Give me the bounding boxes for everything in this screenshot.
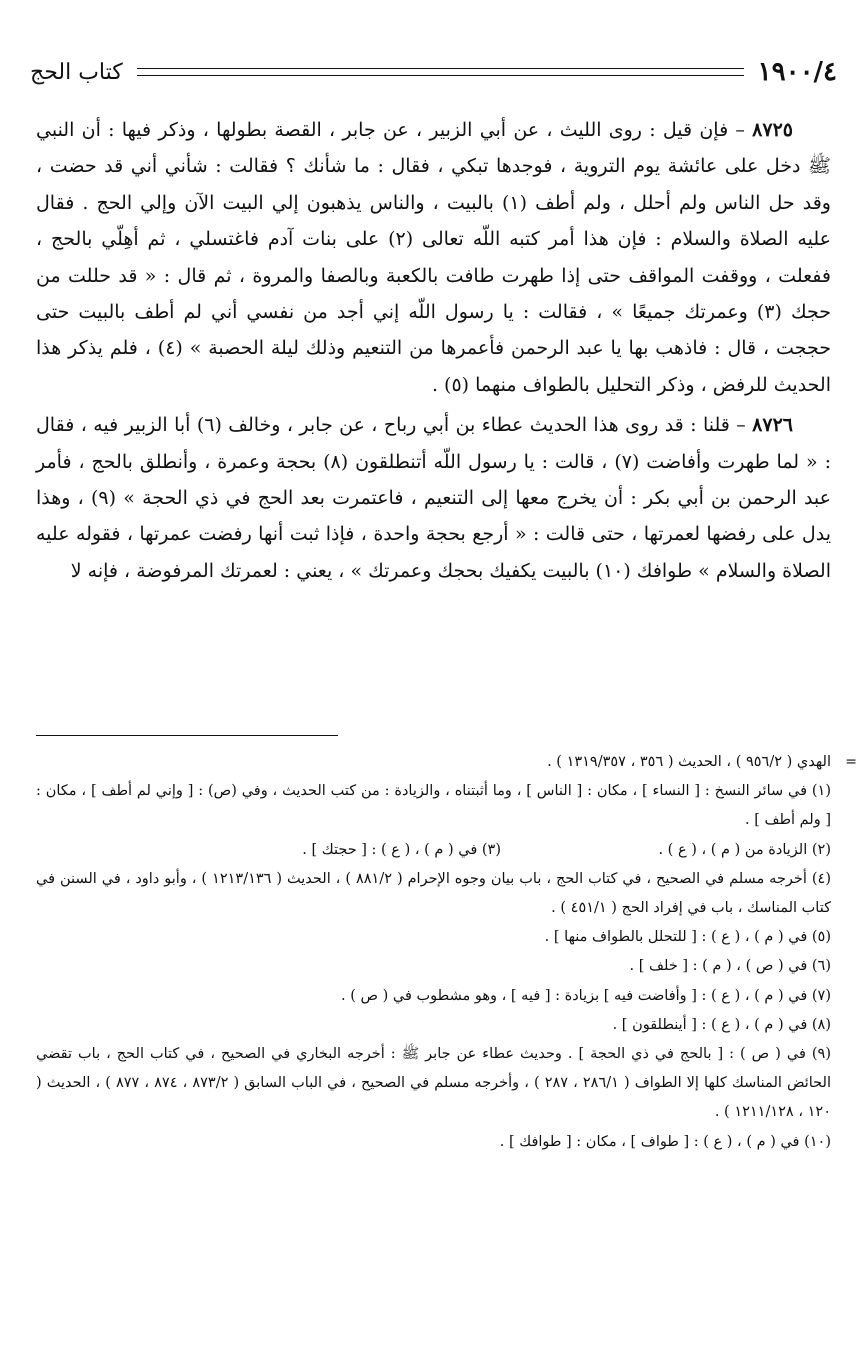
page-header	[30, 52, 837, 92]
footnote: (١٠) في ( م ) ، ( ع ) : [ طواف ] ، مكان : [ طوافك ] .	[499, 1133, 831, 1150]
paragraph	[36, 407, 831, 589]
paragraph	[36, 112, 831, 403]
footnote: (٥) في ( م ) ، ( ع ) : [ للتحلل بالطواف منها ] .	[544, 929, 831, 946]
footnotes	[36, 748, 857, 1157]
footnote-separator	[36, 735, 338, 736]
footnote: (٩) في ( ص ) : [ بالحج في ذي الحجة ] . وحديث عطاء عن جابر ﷺ : أخرجه البخاري في الصحيح ، في كتاب الحج ، باب تقضي الحائض المناسك كلها إلا الطواف ( ٢٨٦/١ ، ٢٨٧ ) ، وأخرجه مسلم في الصحيح ، في الباب السابق ( ٨٧٣/٢ ، ٨٧٤ ، ٨٧٧ ) ، الحديث ( ١٢٠ ، ١٢١١/١٢٨ ) .	[36, 1046, 831, 1121]
book-title: كتاب الحج	[30, 59, 123, 85]
paragraph-number: ٨٧٢٥	[752, 119, 793, 141]
footnote: (٤) أخرجه مسلم في الصحيح ، في كتاب الحج ، باب بيان وجوه الإحرام ( ٨٨١/٢ ) ، الحديث ( ١٢١٣/١٣٦ ) ، وأبو داود ، في السنن في كتاب المناسك ، باب في إفراد الحج ( ٤٥١/١ ) .	[36, 870, 832, 917]
footnote-continuation	[36, 748, 857, 777]
footnote: (٦) في ( ص ) ، ( م ) : [ خلف ] .	[629, 958, 831, 975]
paragraph-text: – قلنا : قد روى هذا الحديث عطاء بن أبي رباح ، عن جابر ، وخالف (٦) أبا الزبير فيه ، فقال : « لما طهرت وأفاضت (٧) ، قالت : يا رسول اللّه أتنطلقون (٨) بحجة وعمرة ، وأنطلق بالحج ، فأمر عبد الرحمن بن أبي بكر : أن يخرج معها إلى التنعيم ، فاعتمرت بعد الحج في ذي الحجة » (٩) ، وهذا يدل على رفضها لعمرتها ، حتى قالت : « أرجع بحجة واحدة ، فإذا ثبت أنها رفضت عمرتها ، فقوله عليه الصلاة والسلام » طوافك (١٠) بالبيت يكفيك بحجك وعمرتك » ، يعني : لعمرتك المرفوضة ، فإنه لا	[36, 414, 831, 582]
paragraph-text: – فإن قيل : روى الليث ، عن أبي الزبير ، عن جابر ، القصة بطولها ، وذكر فيها : أن النبي ﷺ دخل على عائشة يوم التروية ، فوجدها تبكي ، فقال : ما شأنك ؟ فقالت : شأني أني قد حضت ، وقد حل الناس ولم أحلل ، ولم أطف (١) بالبيت ، والناس يذهبون إلي البيت الآن وإلي الحج . فقال عليه الصلاة والسلام : فإن هذا أمر كتبه اللّه تعالى (٢) على بنات آدم فاغتسلي ، ثم أهِلّي بالحج ، ففعلت ، ووقفت المواقف حتى إذا طهرت طافت بالكعبة وبالصفا والمروة ، ثم قال : « قد حللت من حجك (٣) وعمرتك جميعًا » ، فقالت : يا رسول اللّه إني أجد من نفسي أني لم أطف بالبيت حتى حججت ، قال : فاذهب بها يا عبد الرحمن فأعمرها من التنعيم وذلك ليلة الحصبة » (٤) ، فلم يذكر هذا الحديث للرفض ، وذكر التحليل بالطواف منهما (٥) .	[36, 119, 831, 396]
footnote: (٣) في ( م ) ، ( ع ) : [ حجتك ] .	[302, 841, 501, 858]
footnote: (٨) في ( م ) ، ( ع ) : [ أينطلقون ] .	[612, 1016, 831, 1033]
footnote: (٧) في ( م ) ، ( ع ) : [ وأفاضت فيه ] بزيادة : [ فيه ] ، وهو مشطوب في ( ص ) .	[341, 987, 831, 1004]
footnote: (٢) الزيادة من ( م ) ، ( ع ) .	[658, 841, 831, 858]
paragraph-number: ٨٧٢٦	[752, 414, 793, 437]
footnote-continuation-text: الهدي ( ٩٥٦/٢ ) ، الحديث ( ٣٥٦ ، ١٣١٩/٣٥٧ ) .	[547, 754, 831, 770]
header-rule	[137, 68, 744, 76]
footnote: (١) في سائر النسخ : [ النساء ] ، مكان : [ الناس ] ، وما أثبتناه ، والزيادة : من كتب الحديث ، وفي (ص) : [ وإني لم أطف ] ، مكان : [ ولم أطف ] .	[36, 783, 831, 829]
page-reference: ١٩٠٠/٤	[757, 57, 837, 87]
footnote-pair	[36, 836, 831, 865]
main-text	[36, 112, 831, 593]
continuation-mark: =	[845, 754, 857, 770]
